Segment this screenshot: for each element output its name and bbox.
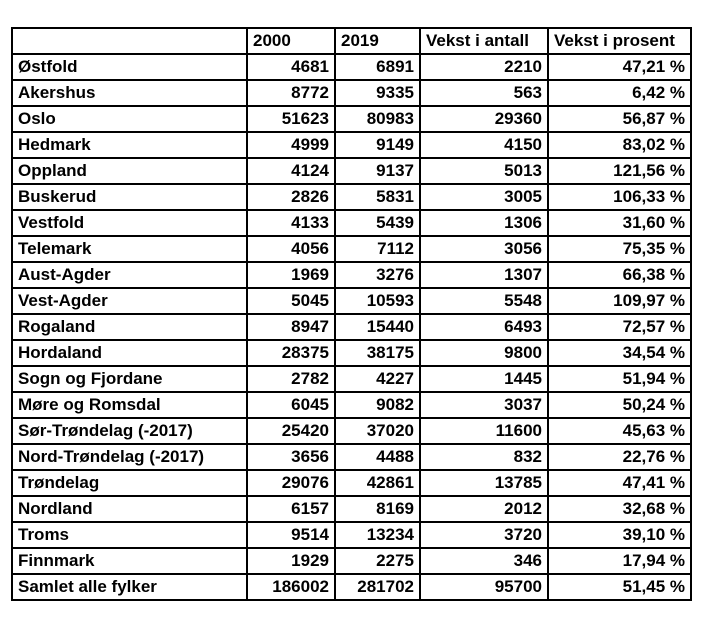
value-2019-cell: 8169 xyxy=(335,496,420,522)
table-row xyxy=(12,470,691,496)
growth-percent-cell: 106,33 % xyxy=(548,184,691,210)
county-name-cell: Akershus xyxy=(12,80,247,106)
value-2000-cell: 6157 xyxy=(247,496,335,522)
value-2000-cell: 4999 xyxy=(247,132,335,158)
value-2000-cell: 3656 xyxy=(247,444,335,470)
growth-count-cell: 6493 xyxy=(420,314,548,340)
table-row xyxy=(12,236,691,262)
value-2019-cell: 2275 xyxy=(335,548,420,574)
value-2000-cell: 29076 xyxy=(247,470,335,496)
growth-count-cell: 832 xyxy=(420,444,548,470)
table-row xyxy=(12,418,691,444)
growth-count-cell: 3720 xyxy=(420,522,548,548)
growth-count-cell: 563 xyxy=(420,80,548,106)
county-name-cell: Telemark xyxy=(12,236,247,262)
growth-count-cell: 95700 xyxy=(420,574,548,600)
growth-percent-cell: 51,94 % xyxy=(548,366,691,392)
growth-count-cell: 3005 xyxy=(420,184,548,210)
value-2019-cell: 38175 xyxy=(335,340,420,366)
value-2019-cell: 9149 xyxy=(335,132,420,158)
value-2019-cell: 42861 xyxy=(335,470,420,496)
value-2000-cell: 6045 xyxy=(247,392,335,418)
value-2000-cell: 4056 xyxy=(247,236,335,262)
growth-percent-cell: 47,41 % xyxy=(548,470,691,496)
growth-percent-cell: 22,76 % xyxy=(548,444,691,470)
value-2000-cell: 186002 xyxy=(247,574,335,600)
value-2019-cell: 15440 xyxy=(335,314,420,340)
value-2000-cell: 4124 xyxy=(247,158,335,184)
value-2000-cell: 2782 xyxy=(247,366,335,392)
column-header: 2019 xyxy=(335,28,420,54)
county-name-cell: Buskerud xyxy=(12,184,247,210)
table-header-row xyxy=(12,28,691,54)
county-name-cell: Trøndelag xyxy=(12,470,247,496)
value-2019-cell: 4227 xyxy=(335,366,420,392)
value-2000-cell: 28375 xyxy=(247,340,335,366)
county-name-cell: Møre og Romsdal xyxy=(12,392,247,418)
county-name-cell: Nord-Trøndelag (-2017) xyxy=(12,444,247,470)
table-row xyxy=(12,574,691,600)
table-row xyxy=(12,184,691,210)
growth-count-cell: 29360 xyxy=(420,106,548,132)
value-2000-cell: 4133 xyxy=(247,210,335,236)
county-name-cell: Rogaland xyxy=(12,314,247,340)
table-row xyxy=(12,548,691,574)
county-name-cell: Vest-Agder xyxy=(12,288,247,314)
table-row xyxy=(12,80,691,106)
value-2019-cell: 281702 xyxy=(335,574,420,600)
growth-percent-cell: 83,02 % xyxy=(548,132,691,158)
growth-percent-cell: 50,24 % xyxy=(548,392,691,418)
table-row xyxy=(12,392,691,418)
table-row xyxy=(12,210,691,236)
growth-count-cell: 9800 xyxy=(420,340,548,366)
column-header: Vekst i prosent xyxy=(548,28,691,54)
growth-percent-cell: 72,57 % xyxy=(548,314,691,340)
growth-percent-cell: 109,97 % xyxy=(548,288,691,314)
growth-count-cell: 346 xyxy=(420,548,548,574)
growth-percent-cell: 32,68 % xyxy=(548,496,691,522)
value-2000-cell: 5045 xyxy=(247,288,335,314)
growth-percent-cell: 51,45 % xyxy=(548,574,691,600)
column-header: Vekst i antall xyxy=(420,28,548,54)
value-2000-cell: 9514 xyxy=(247,522,335,548)
table-row xyxy=(12,522,691,548)
value-2019-cell: 4488 xyxy=(335,444,420,470)
county-name-cell: Hedmark xyxy=(12,132,247,158)
value-2000-cell: 2826 xyxy=(247,184,335,210)
table-row xyxy=(12,444,691,470)
value-2019-cell: 37020 xyxy=(335,418,420,444)
growth-count-cell: 2210 xyxy=(420,54,548,80)
county-name-cell: Sogn og Fjordane xyxy=(12,366,247,392)
growth-percent-cell: 47,21 % xyxy=(548,54,691,80)
value-2000-cell: 25420 xyxy=(247,418,335,444)
value-2019-cell: 3276 xyxy=(335,262,420,288)
growth-count-cell: 3056 xyxy=(420,236,548,262)
county-name-cell: Østfold xyxy=(12,54,247,80)
table-body xyxy=(12,28,691,600)
county-name-cell: Vestfold xyxy=(12,210,247,236)
growth-count-cell: 5548 xyxy=(420,288,548,314)
county-name-cell: Aust-Agder xyxy=(12,262,247,288)
value-2019-cell: 9082 xyxy=(335,392,420,418)
growth-percent-cell: 75,35 % xyxy=(548,236,691,262)
county-name-cell: Hordaland xyxy=(12,340,247,366)
value-2019-cell: 5831 xyxy=(335,184,420,210)
county-name-cell: Samlet alle fylker xyxy=(12,574,247,600)
table-row xyxy=(12,496,691,522)
value-2019-cell: 9137 xyxy=(335,158,420,184)
growth-percent-cell: 66,38 % xyxy=(548,262,691,288)
table-row xyxy=(12,106,691,132)
growth-count-cell: 5013 xyxy=(420,158,548,184)
table-row xyxy=(12,288,691,314)
growth-count-cell: 1445 xyxy=(420,366,548,392)
growth-percent-cell: 121,56 % xyxy=(548,158,691,184)
value-2019-cell: 13234 xyxy=(335,522,420,548)
table-row xyxy=(12,54,691,80)
growth-percent-cell: 31,60 % xyxy=(548,210,691,236)
county-name-cell: Troms xyxy=(12,522,247,548)
growth-count-cell: 11600 xyxy=(420,418,548,444)
table-row xyxy=(12,132,691,158)
value-2000-cell: 4681 xyxy=(247,54,335,80)
value-2019-cell: 9335 xyxy=(335,80,420,106)
growth-percent-cell: 39,10 % xyxy=(548,522,691,548)
county-name-cell: Nordland xyxy=(12,496,247,522)
table-row xyxy=(12,262,691,288)
growth-percent-cell: 56,87 % xyxy=(548,106,691,132)
growth-count-cell: 3037 xyxy=(420,392,548,418)
county-name-cell: Sør-Trøndelag (-2017) xyxy=(12,418,247,444)
column-header: 2000 xyxy=(247,28,335,54)
growth-count-cell: 13785 xyxy=(420,470,548,496)
value-2019-cell: 80983 xyxy=(335,106,420,132)
value-2019-cell: 5439 xyxy=(335,210,420,236)
table-row xyxy=(12,366,691,392)
table-row xyxy=(12,158,691,184)
value-2019-cell: 10593 xyxy=(335,288,420,314)
value-2000-cell: 1969 xyxy=(247,262,335,288)
table-row xyxy=(12,340,691,366)
value-2000-cell: 8947 xyxy=(247,314,335,340)
table-row xyxy=(12,314,691,340)
growth-percent-cell: 6,42 % xyxy=(548,80,691,106)
value-2000-cell: 1929 xyxy=(247,548,335,574)
growth-count-cell: 1306 xyxy=(420,210,548,236)
value-2000-cell: 51623 xyxy=(247,106,335,132)
growth-percent-cell: 17,94 % xyxy=(548,548,691,574)
growth-percent-cell: 34,54 % xyxy=(548,340,691,366)
county-name-cell: Oppland xyxy=(12,158,247,184)
value-2000-cell: 8772 xyxy=(247,80,335,106)
value-2019-cell: 7112 xyxy=(335,236,420,262)
column-header xyxy=(12,28,247,54)
growth-count-cell: 4150 xyxy=(420,132,548,158)
growth-count-cell: 2012 xyxy=(420,496,548,522)
county-name-cell: Oslo xyxy=(12,106,247,132)
growth-percent-cell: 45,63 % xyxy=(548,418,691,444)
growth-count-cell: 1307 xyxy=(420,262,548,288)
value-2019-cell: 6891 xyxy=(335,54,420,80)
county-name-cell: Finnmark xyxy=(12,548,247,574)
population-growth-table xyxy=(11,27,692,601)
